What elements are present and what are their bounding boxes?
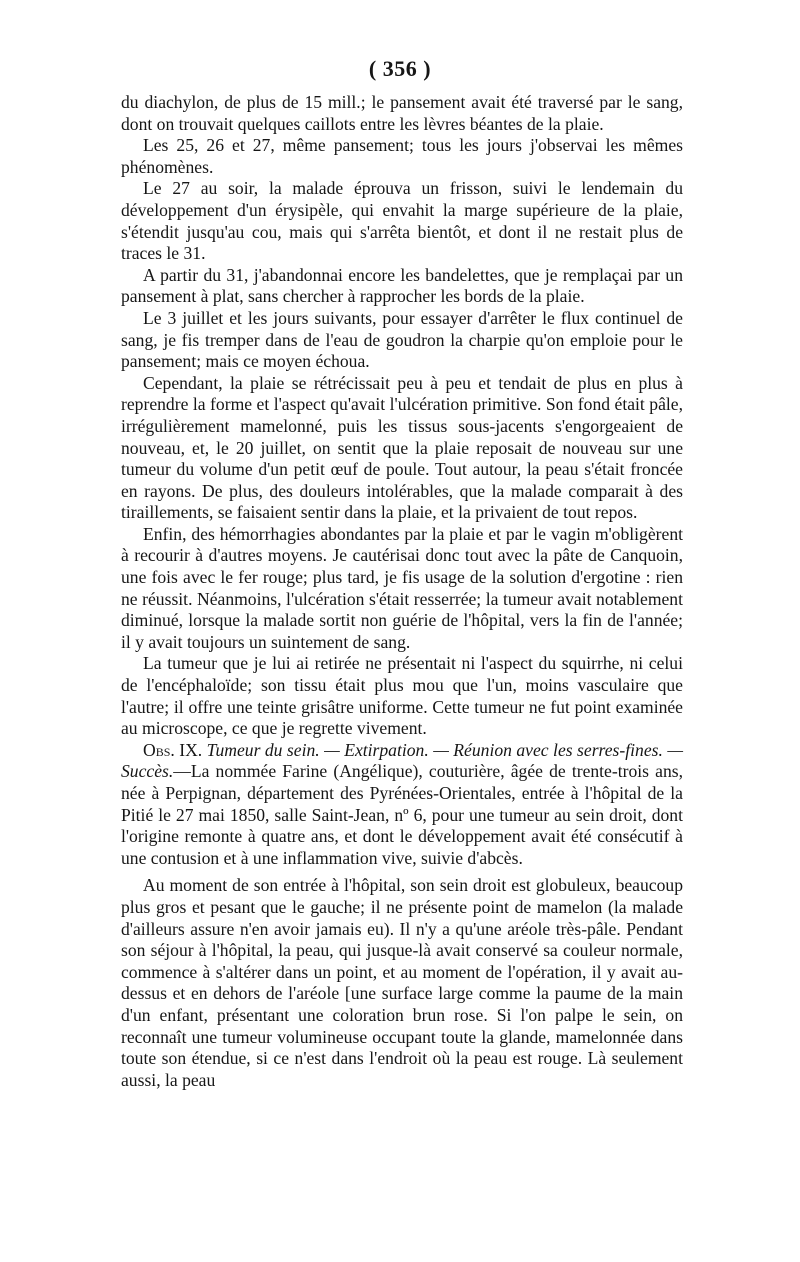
page-body xyxy=(121,92,683,1091)
page-number: ( 356 ) xyxy=(368,56,432,81)
paragraph-dressing-25-27: Les 25, 26 et 27, même pansement; tous les jours j'observai les mêmes phénomènes. xyxy=(121,135,683,177)
observation-body: —La nommée Farine (Angélique), couturière, âgée de trente-trois ans, née à Perpignan, département des Pyrénées-Orientales, entrée à l'hôpital de la Pitié le 27 mai 1850, salle Saint-Jean, nº 6, pour une tumeur au sein droit, dont l'origine remonte à quatre ans, et dont le développement avait été consécutif à une contusion et à une inflammation vive, suivie d'abcès. xyxy=(121,761,683,868)
paragraph-wound-narrowing: Cependant, la plaie se rétrécissait peu à peu et tendait de plus en plus à reprendre la forme et l'aspect qu'avait l'ulcération primitive. Son fond était pâle, irrégulièrement mamelonné, puis les tissus sous-jacents s'engorgeaient de nouveau, et, le 20 juillet, on sentit que la plaie reposait de nouveau sur une tumeur du volume d'un petit œuf de poule. Tout autour, la peau s'était froncée en rayons. De plus, des douleurs intolérables, que la malade comparait à des tiraillements, se faisaient sentir dans la plaie, et la privaient de tout repos. xyxy=(121,372,683,523)
observation-label: Obs. IX. xyxy=(143,739,203,760)
paragraph-continuation: du diachylon, de plus de 15 mill.; le pansement avait été traversé par le sang, dont on trouvait quelques caillots entre les lèvres béantes de la plaie. xyxy=(121,92,683,134)
paragraph-flat-dressing: A partir du 31, j'abandonnai encore les bandelettes, que je remplaçai par un pansement à plat, sans chercher à rapprocher les bords de la plaie. xyxy=(121,264,683,307)
paragraph-admission-exam: Au moment de son entrée à l'hôpital, son sein droit est globuleux, beaucoup plus gros et pesant que le gauche; il ne présente point de mamelon (la malade d'ailleurs assure n'en avoir jamais eu). Il n'y a qu'une aréole très-pâle. Pendant son séjour à l'hôpital, la peau, qui jusque-là avait conservé sa couleur normale, commence à s'altérer dans un point, et au moment de l'opération, il y avait au-dessus et en dehors de l'aréole [une surface large comme la paume de la main d'un enfant, présentant une coloration brun rose. Si l'on palpe le sein, on reconnaît une tumeur volumineuse occupant toute la glande, mamelonnée dans toute son étendue, si ce n'est dans l'endroit où la peau est rouge. Là seulement aussi, la peau xyxy=(121,875,683,1090)
observation-paragraph xyxy=(121,740,683,870)
paragraph-tumor-description: La tumeur que je lui ai retirée ne présentait ni l'aspect du squirrhe, ni celui de l'encéphaloïde; son tissu était plus mou que l'un, moins vasculaire que l'autre; il offre une teinte grisâtre uniforme. Cette tumeur ne fut point examinée au microscope, ce que je regrette vivement. xyxy=(121,653,683,739)
paragraph-hemorrhages: Enfin, des hémorrhagies abondantes par la plaie et par le vagin m'obligèrent à recourir à d'autres moyens. Je cautérisai donc tout avec la pâte de Canquoin, une fois avec le fer rouge; plus tard, je fis usage de la solution d'ergotine : rien ne réussit. Néanmoins, l'ulcération s'était resserrée; la tumeur avait notablement diminué, lorsque la malade sortit non guérie de l'hôpital, vers la fin de l'année; il y avait toujours un suintement de sang. xyxy=(121,523,683,652)
paragraph-tar-water: Le 3 juillet et les jours suivants, pour essayer d'arrêter le flux continuel de sang, je fis tremper dans de l'eau de goudron la charpie qu'on emploie pour le pansement; mais ce moyen échoua. xyxy=(121,307,683,372)
observation-title: Tumeur du sein. — Extirpation. — Réunion avec les serres-fines. —Succès. xyxy=(121,739,683,782)
paragraph-erysipelas: Le 27 au soir, la malade éprouva un frisson, suivi le lendemain du développement d'un érysipèle, qui envahit la marge supérieure de la plaie, s'étendit jusqu'au cou, mais qui s'arrêta bientôt, et dont il ne restait plus de traces le 31. xyxy=(121,178,683,264)
